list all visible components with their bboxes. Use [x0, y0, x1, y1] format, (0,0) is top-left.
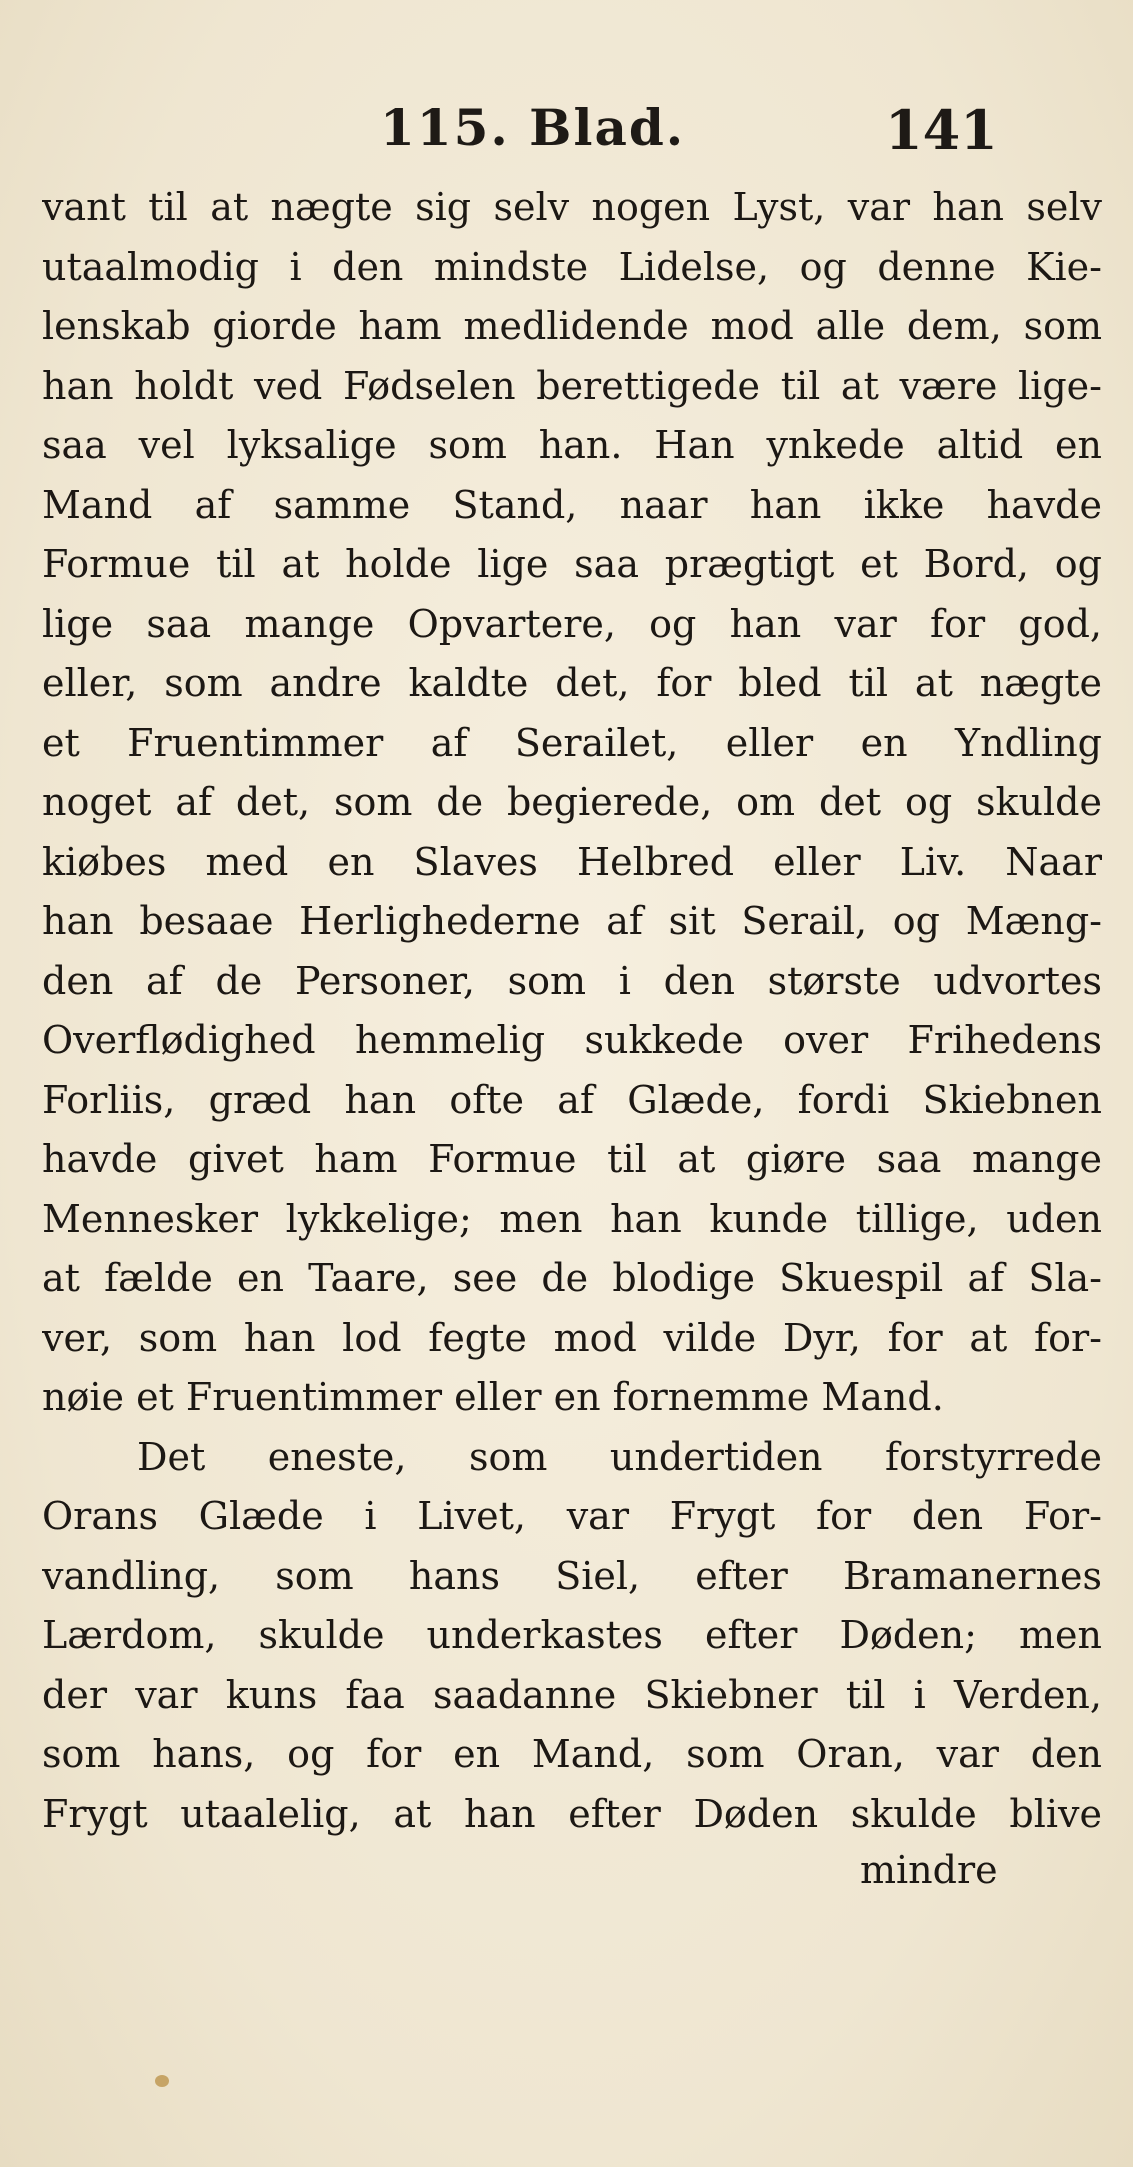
- text-line: der var kuns faa saadanne Skiebner til i Verden,: [42, 1672, 1102, 1717]
- paper-stain: [155, 2075, 169, 2087]
- text-line: saa vel lyksalige som han. Han ynkede altid en: [42, 423, 1102, 467]
- text-line: utaalmodig i den mindste Lidelse, og denne Kie-: [42, 244, 1102, 289]
- page-number: 141: [885, 98, 998, 162]
- text-line: noget af det, som de begierede, om det og skulde: [42, 780, 1102, 824]
- text-line: Mennesker lykkelige; men han kunde tillige, uden: [42, 1196, 1102, 1241]
- text-line: lige saa mange Opvartere, og han var for god,: [42, 601, 1102, 646]
- text-line: Formue til at holde lige saa prægtigt et Bord, og: [42, 542, 1102, 586]
- body-text: [42, 178, 1102, 1844]
- text-line: vandling, som hans Siel, efter Bramanernes: [42, 1553, 1102, 1598]
- text-line: Forliis, græd han ofte af Glæde, fordi Skiebnen: [42, 1077, 1102, 1122]
- text-line: ver, som han lod fegte mod vilde Dyr, for at for-: [42, 1315, 1102, 1360]
- text-line: lenskab giorde ham medlidende mod alle dem, som: [42, 304, 1102, 348]
- text-line: Overflødighed hemmelig sukkede over Frihedens: [42, 1018, 1102, 1062]
- text-line: som hans, og for en Mand, som Oran, var den: [42, 1732, 1102, 1776]
- text-line: Lærdom, skulde underkastes efter Døden; men: [42, 1613, 1102, 1657]
- catchword: mindre: [860, 1848, 998, 1892]
- text-line: Orans Glæde i Livet, var Frygt for den For-: [42, 1494, 1102, 1538]
- text-line: vant til at nægte sig selv nogen Lyst, var han selv: [42, 185, 1102, 229]
- text-line: Mand af samme Stand, naar han ikke havde: [42, 482, 1102, 527]
- page-header: [0, 90, 1133, 170]
- text-line: den af de Personer, som i den største udvortes: [42, 958, 1102, 1003]
- text-line: havde givet ham Formue til at giøre saa mange: [42, 1137, 1102, 1181]
- text-line: at fælde en Taare, see de blodige Skuespil af Sla-: [42, 1256, 1102, 1300]
- text-line: nøie et Fruentimmer eller en fornemme Mand.: [42, 1375, 944, 1419]
- text-line: eller, som andre kaldte det, for bled til at nægte: [42, 661, 1102, 705]
- text-line: Frygt utaalelig, at han efter Døden skulde blive: [42, 1791, 1102, 1836]
- text-line-paragraph-start: Det eneste, som undertiden forstyrrede: [137, 1434, 1102, 1479]
- running-title: 115. Blad.: [380, 98, 686, 157]
- text-line: et Fruentimmer af Serailet, eller en Yndling: [42, 720, 1102, 765]
- text-line: han holdt ved Fødselen berettigede til at være lige-: [42, 363, 1102, 408]
- text-line: kiøbes med en Slaves Helbred eller Liv. Naar: [42, 839, 1102, 884]
- text-line: han besaae Herlighederne af sit Serail, og Mæng-: [42, 899, 1102, 943]
